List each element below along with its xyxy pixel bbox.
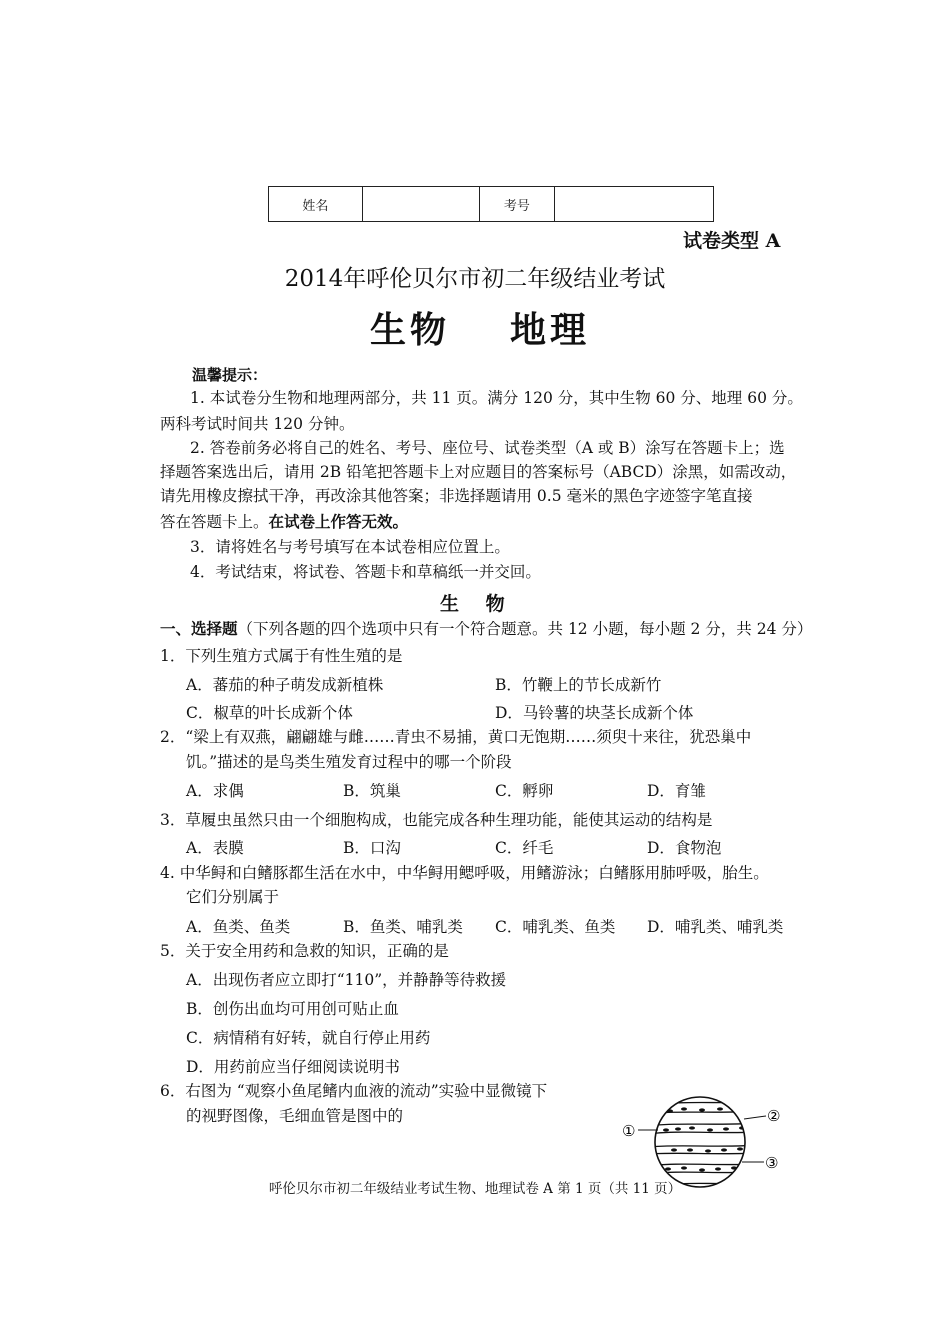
subject-geography: 地理 [510, 310, 591, 351]
tip-line: 1. 本试卷分生物和地理两部分，共 11 页。满分 120 分，其中生物 60 分、地理 60 分。 [190, 389, 803, 407]
option: B．竹鞭上的节长成新竹 [495, 676, 662, 694]
name-field[interactable] [362, 187, 479, 222]
tip-line: 择题答案选出后，请用 2B 铅笔把答题卡上对应题目的答案标号（ABCD）涂黑，如需改动， [160, 463, 797, 481]
option: D．哺乳类、哺乳类 [647, 918, 784, 936]
tip-line: 3．请将姓名与考号填写在本试卷相应位置上。 [190, 538, 510, 556]
tip-line: 答在答题卡上。在试卷上作答无效。 [160, 513, 409, 531]
section-title [160, 619, 812, 639]
tip-line: 2. 答卷前务必将自己的姓名、考号、座位号、试卷类型（A 或 B）涂写在答题卡上；选 [190, 439, 785, 457]
tip-emphasis: 在试卷上作答无效。 [268, 513, 409, 531]
question-1: 1．下列生殖方式属于有性生殖的是 [160, 647, 403, 665]
option: A．蕃茄的种子萌发成新植株 [186, 676, 384, 694]
id-label: 考号 [479, 187, 555, 222]
option: D．育雏 [647, 782, 706, 800]
name-label: 姓名 [269, 187, 363, 222]
tip-line: 两科考试时间共 120 分钟。 [160, 415, 355, 433]
option: B．鱼类、哺乳类 [343, 918, 463, 936]
tips-heading: 温馨提示： [192, 366, 268, 384]
question-2-cont: 饥。”描述的是鸟类生殖发育过程中的哪一个阶段 [186, 753, 512, 771]
question-6-cont: 的视野图像，毛细血管是图中的 [186, 1107, 404, 1125]
name-id-table [268, 186, 714, 222]
diagram-label-3: ③ [765, 1154, 779, 1172]
option: D．食物泡 [647, 839, 722, 857]
section-desc: （下列各题的四个选项中只有一个符合题意。共 12 小题，每小题 2 分，共 24 分） [237, 620, 813, 638]
question-3: 3．草履虫虽然只由一个细胞构成，也能完成各种生理功能，能使其运动的结构是 [160, 811, 713, 829]
id-field[interactable] [555, 187, 714, 222]
diagram-label-2: ② [767, 1107, 781, 1125]
option: C．哺乳类、鱼类 [495, 918, 616, 936]
exam-title: 2014年呼伦贝尔市初二年级结业考试 [284, 266, 666, 292]
tip-line: 请先用橡皮擦拭干净，再改涂其他答案；非选择题请用 0.5 毫米的黑色字迹签字笔直接 [160, 487, 753, 505]
option: B．口沟 [343, 839, 401, 857]
question-6: 6．右图为 “观察小鱼尾鳍内血液的流动”实验中显微镜下 [160, 1082, 548, 1100]
option: C．纤毛 [495, 839, 554, 857]
option: D．用药前应当仔细阅读说明书 [186, 1058, 400, 1076]
option: A．求偶 [186, 782, 244, 800]
option: C．孵卵 [495, 782, 554, 800]
question-4: 4. 中华鲟和白鳍豚都生活在水中，中华鲟用鳃呼吸，用鳍游泳；白鳍豚用肺呼吸，胎生。 [160, 864, 769, 882]
subject-title [370, 302, 590, 353]
section-label: 一、选择题 [160, 620, 238, 638]
option: B．创伤出血均可用创可贴止血 [186, 1000, 399, 1018]
question-4-cont: 它们分别属于 [186, 888, 280, 906]
option: C．病情稍有好转，就自行停止用药 [186, 1029, 431, 1047]
biology-heading: 生 物 [440, 593, 515, 615]
option: A．表膜 [186, 839, 244, 857]
option: A．鱼类、鱼类 [186, 918, 291, 936]
option: D．马铃薯的块茎长成新个体 [495, 704, 694, 722]
page-footer: 呼伦贝尔市初二年级结业考试生物、地理试卷 A 第 1 页（共 11 页） [268, 1181, 682, 1197]
paper-type-label: 试卷类型 A [683, 230, 781, 252]
option: B．筑巢 [343, 782, 401, 800]
question-2: 2．“梁上有双燕，翩翩雄与雌……青虫不易捕，黄口无饱期……须臾十来往，犹恐巢中 [160, 728, 752, 746]
question-5: 5．关于安全用药和急救的知识，正确的是 [160, 942, 449, 960]
option: A．出现伤者应立即打“110”，并静静等待救援 [186, 971, 507, 989]
diagram-label-1: ① [622, 1122, 636, 1140]
tip-line: 4．考试结束，将试卷、答题卡和草稿纸一并交回。 [190, 563, 541, 581]
subject-biology: 生物 [370, 310, 451, 351]
option: C．椒草的叶长成新个体 [186, 704, 353, 722]
